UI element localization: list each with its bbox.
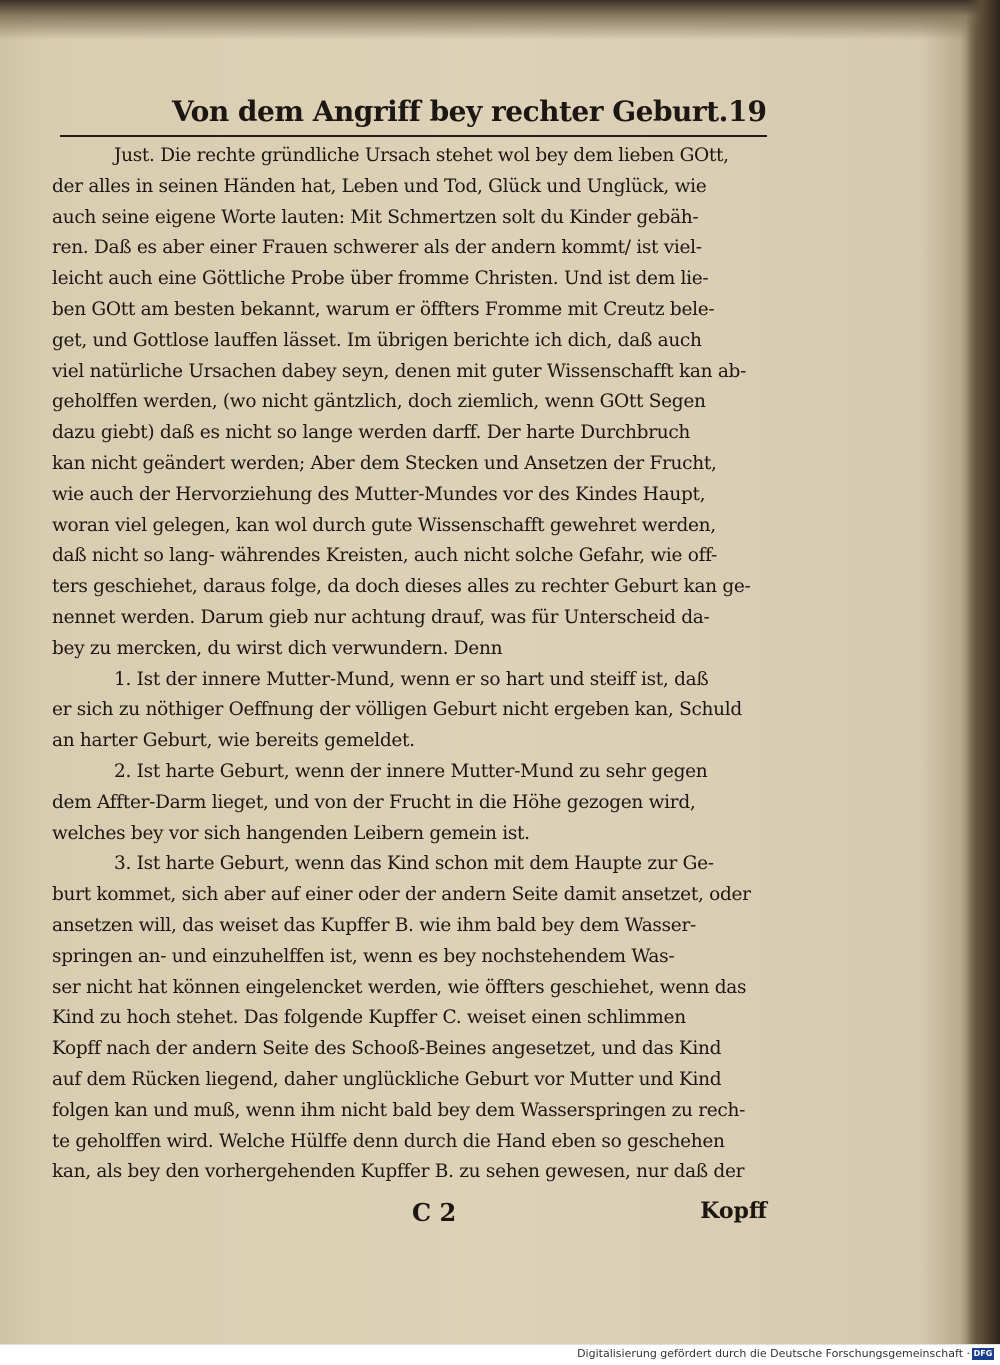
- book-gutter: [966, 0, 1000, 1345]
- text-line: dem Affter-Darm lieget, und von der Frucht in die Höhe gezogen wird,: [52, 791, 696, 813]
- digitization-footer: [0, 1344, 1000, 1365]
- text-line: welches bey vor sich hangenden Leibern gemein ist.: [52, 822, 530, 844]
- text-line: 3. Ist harte Geburt, wenn das Kind schon mit dem Haupte zur Ge-: [114, 853, 714, 875]
- body-text: [52, 141, 767, 1188]
- text-line: 1. Ist der innere Mutter-Mund, wenn er so hart und steiff ist, daß: [114, 668, 709, 690]
- signature-mark: C 2: [412, 1198, 457, 1228]
- text-line: viel natürliche Ursachen dabey seyn, denen mit guter Wissenschafft kan ab-: [52, 360, 747, 382]
- text-line: ren. Daß es aber einer Frauen schwerer als der andern kommt/ ist viel-: [52, 237, 702, 259]
- dfg-logo: DFG: [973, 1349, 993, 1358]
- head-rule: [60, 135, 767, 137]
- text-line: ters geschiehet, daraus folge, da doch dieses alles zu rechter Geburt kan ge-: [52, 576, 751, 598]
- text-line: auf dem Rücken liegend, daher unglückliche Geburt vor Mutter und Kind: [52, 1068, 722, 1090]
- text-line: dazu giebt) daß es nicht so lange werden darff. Der harte Durchbruch: [52, 422, 691, 444]
- text-line: ben GOtt am besten bekannt, warum er öffters Fromme mit Creutz bele-: [52, 298, 715, 320]
- text-line: bey zu mercken, du wirst dich verwundern. Denn: [52, 637, 503, 659]
- text-line: er sich zu nöthiger Oeffnung der völligen Geburt nicht ergeben kan, Schuld: [52, 699, 742, 721]
- text-line: 2. Ist harte Geburt, wenn der innere Mutter-Mund zu sehr gegen: [114, 760, 708, 782]
- running-title: Von dem Angriff bey rechter Geburt.: [172, 95, 728, 128]
- text-line: burt kommet, sich aber auf einer oder der andern Seite damit ansetzet, oder: [52, 884, 751, 906]
- text-line: Kopff nach der andern Seite des Schooß-Beines angesetzet, und das Kind: [52, 1038, 722, 1060]
- text-line: daß nicht so lang- währendes Kreisten, auch nicht solche Gefahr, wie off-: [52, 545, 717, 567]
- text-line: wie auch der Hervorziehung des Mutter-Mundes vor des Kindes Haupt,: [52, 483, 706, 505]
- text-line: nennet werden. Darum gieb nur achtung drauf, was für Unterscheid da-: [52, 606, 710, 628]
- text-line: geholffen werden, (wo nicht gäntzlich, doch ziemlich, wenn GOtt Segen: [52, 391, 706, 413]
- text-line: te geholffen wird. Welche Hülffe denn durch die Hand eben so geschehen: [52, 1130, 725, 1152]
- text-line: auch seine eigene Worte lauten: Mit Schmertzen solt du Kinder gebäh-: [52, 206, 699, 228]
- text-line: Just. Die rechte gründliche Ursach stehet wol bey dem lieben GOtt,: [114, 145, 729, 166]
- catchword: Kopff: [700, 1198, 767, 1225]
- text-line: ansetzen will, das weiset das Kupffer B. wie ihm bald bey dem Wasser-: [52, 914, 696, 936]
- text-line: get, und Gottlose lauffen lässet. Im übrigen berichte ich dich, daß auch: [52, 329, 702, 351]
- page-number: 19: [728, 95, 767, 128]
- text-line: kan nicht geändert werden; Aber dem Stecken und Ansetzen der Frucht,: [52, 452, 717, 474]
- text-line: kan, als bey den vorhergehenden Kupffer B. zu sehen gewesen, nur daß der: [52, 1161, 745, 1183]
- text-line: woran viel gelegen, kan wol durch gute Wissenschafft gewehret werden,: [52, 514, 716, 536]
- text-line: ser nicht hat können eingelencket werden, wie öffters geschiehet, wenn das: [52, 976, 747, 998]
- text-line: leicht auch eine Göttliche Probe über fromme Christen. Und ist dem lie-: [52, 268, 709, 290]
- page-content: [52, 85, 767, 1232]
- text-line: folgen kan und muß, wenn ihm nicht bald bey dem Wasserspringen zu rech-: [52, 1099, 746, 1121]
- funding-credit: Digitalisierung gefördert durch die Deutsche Forschungsgemeinschaft ·: [577, 1347, 970, 1360]
- text-line: springen an- und einzuhelffen ist, wenn es bey nochstehendem Was-: [52, 945, 675, 967]
- page-top-edge: [0, 0, 1000, 40]
- text-line: an harter Geburt, wie bereits gemeldet.: [52, 730, 415, 752]
- text-line: Kind zu hoch stehet. Das folgende Kupffer C. weiset einen schlimmen: [52, 1007, 686, 1029]
- text-line: der alles in seinen Händen hat, Leben und Tod, Glück und Unglück, wie: [52, 175, 707, 197]
- page-foot: [52, 1192, 767, 1232]
- running-head: [52, 85, 767, 129]
